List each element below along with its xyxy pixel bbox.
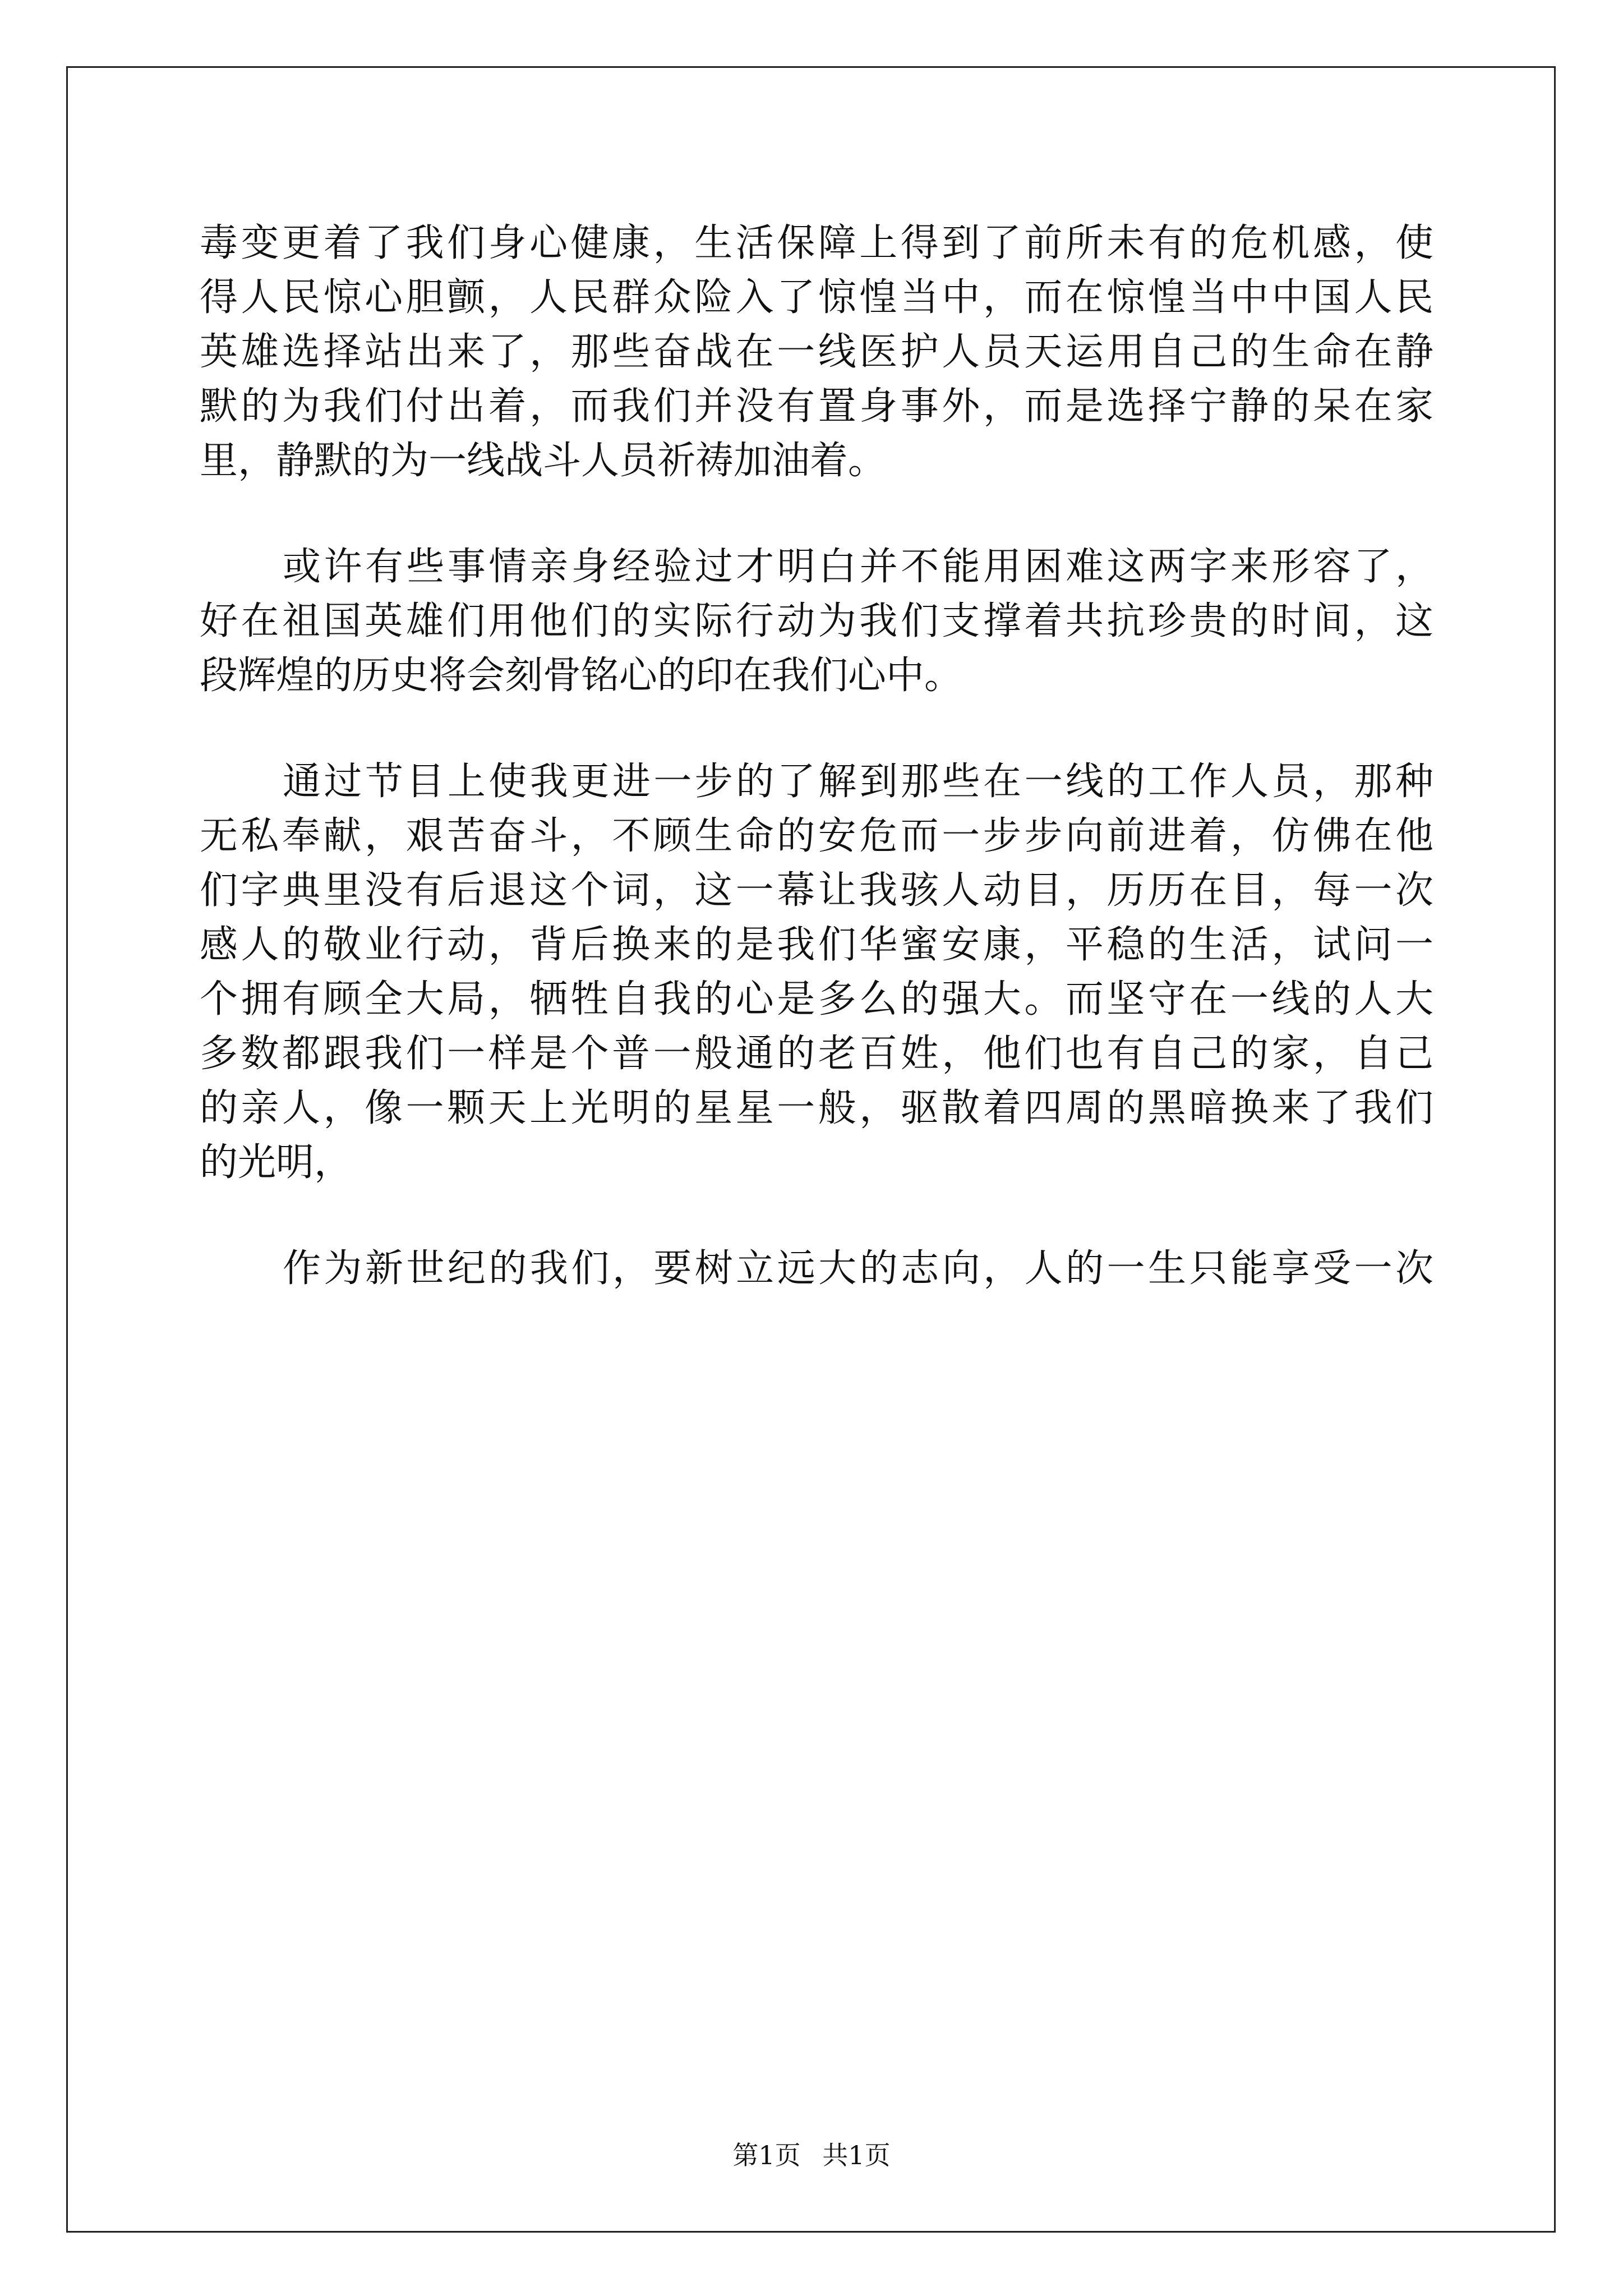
text-line: 毒变更着了我们身心健康，生活保障上得到了前所未有的危机感，使 — [200, 221, 1433, 265]
text-line: 里，静默的为一线战斗人员祈祷加油着。 — [200, 439, 887, 483]
paragraph — [200, 540, 1433, 703]
text-line: 无私奉献，艰苦奋斗，不顾生命的安危而一步步向前进着，仿佛在他 — [200, 814, 1433, 858]
text-line: 得人民惊心胆颤，人民群众险入了惊惶当中，而在惊惶当中中国人民 — [200, 275, 1433, 320]
text-line: 好在祖国英雄们用他们的实际行动为我们支撑着共抗珍贵的时间，这 — [200, 599, 1433, 643]
page-total: 共1页 — [822, 2140, 891, 2170]
text-line: 英雄选择站出来了，那些奋战在一线医护人员天运用自己的生命在静 — [200, 330, 1433, 374]
text-line: 的光明， — [200, 1140, 353, 1185]
text-line: 作为新世纪的我们，要树立远大的志向，人的一生只能享受一次 — [283, 1246, 1433, 1291]
document-body — [200, 216, 1433, 1296]
paragraph — [200, 216, 1433, 488]
text-line: 们字典里没有后退这个词，这一幕让我骇人动目，历历在目，每一次 — [200, 868, 1433, 913]
paragraph — [200, 754, 1433, 1190]
page-number: 第1页 — [732, 2140, 801, 2170]
text-line: 感人的敬业行动，背后换来的是我们华蜜安康，平稳的生活，试问一 — [200, 923, 1433, 967]
text-line: 段辉煌的历史将会刻骨铭心的印在我们心中。 — [200, 654, 963, 698]
text-line: 默的为我们付出着，而我们并没有置身事外，而是选择宁静的呆在家 — [200, 384, 1433, 429]
page-footer — [0, 2138, 1623, 2172]
paragraph — [200, 1241, 1433, 1296]
text-line: 通过节目上使我更进一步的了解到那些在一线的工作人员，那种 — [283, 760, 1433, 804]
text-line: 个拥有顾全大局，牺牲自我的心是多么的强大。而坚守在一线的人大 — [200, 977, 1433, 1022]
text-line: 的亲人，像一颗天上光明的星星一般，驱散着四周的黑暗换来了我们 — [200, 1086, 1433, 1130]
text-line: 多数都跟我们一样是个普一般通的老百姓，他们也有自己的家，自己 — [200, 1032, 1433, 1076]
text-line: 或许有些事情亲身经验过才明白并不能用困难这两字来形容了， — [283, 545, 1433, 589]
